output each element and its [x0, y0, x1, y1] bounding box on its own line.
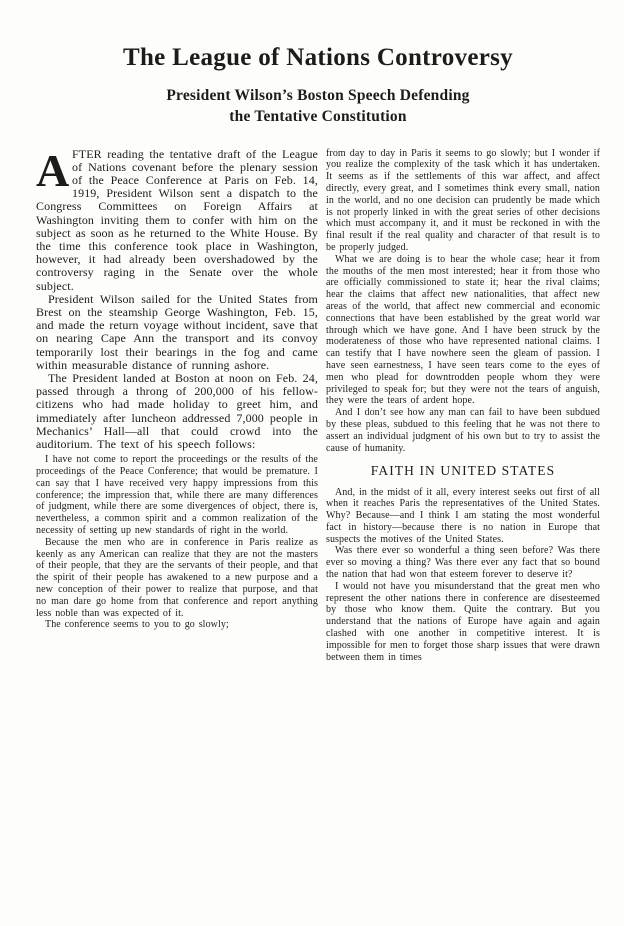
speech-paragraph-8: Was there ever so wonderful a thing seen before? Was there ever so moving a thing? Was there ever any fact that so bound the nation that had won that esteem forever to deserve it?	[325, 545, 600, 581]
speech-paragraph-7: And, in the midst of it all, every interest seeks out first of all when it reaches Paris the representatives of the United States. Why? Because—and I think I am stating the most wonderful fact in history—because there is no nation in Europe that suspects the motives of the United States.	[325, 486, 600, 545]
right-column	[326, 148, 600, 664]
article-subtitle	[36, 86, 600, 128]
speech-paragraph-9: I would not have you misunderstand that the great men who represent the other nations there in conference are disesteemed by those who know them. Quite the contrary. But you understand that the nations of Europe have again and again clashed with one another in competitive interest. It is impossible for men to forget those sharp issues that were drawn between them in times	[325, 580, 600, 663]
intro-paragraph-3: The President landed at Boston at noon on Feb. 24, passed through a throng of 200,000 of his fellow-citizens who had made holiday to greet him, and immediately after luncheon addressed 7,000 people in Mechanics’ Hall—all that could crowd into the auditorium. The text of his speech follows:	[36, 371, 318, 452]
speech-paragraph-6: And I don’t see how any man can fail to have been subdued by these pleas, subdued to this feeling that he was not there to assert an individual judgment of his own but to try to assist the cause of humanity.	[325, 407, 600, 454]
speech-paragraph-2: Because the men who are in conference in Paris realize as keenly as any American can realize that they are not the masters of their people, that they are the servants of their people, and that the spirit of their people has awakened to a new purpose and a new conception of their power to realize that purpose, and that no man dare go home from that conference and report anything less noble than was expected of it.	[36, 536, 318, 619]
intro-paragraph-2: President Wilson sailed for the United States from Brest on the steamship George Washington, Feb. 15, and made the return voyage without incident, save that on nearing Cape Ann the transport and its convoy temporarily lost their bearings in the fog and came within measurable distance of running ashore.	[36, 291, 318, 372]
article-title: The League of Nations Controversy	[123, 44, 513, 71]
section-heading-faith-in-united-states: FAITH IN UNITED STATES	[370, 463, 556, 479]
speech-paragraph-4: from day to day in Paris it seems to go slowly; but I wonder if you realize the complexity of the task which it has undertaken. It seems as if the settlements of this war affect, and affect directly, every great, and I sometimes think every small, nation in the world, and no one decision can prudently be made which is not properly linked in with the great series of other decisions which must accompany it, and it must be reckoned in with the final result if the real quality and character of that result is to be properly judged.	[325, 147, 600, 253]
subtitle-line-2: the Tentative Constitution	[229, 107, 407, 125]
speech-paragraph-5: What we are doing is to hear the whole case; hear it from the mouths of the men most interested; hear it from those who are officially commissioned to state it; hear the rival claims; hear the claims that affect new nationalities, that affect new areas of the world, that affect new commercial and economic connections that have been established by the great world war through which we have gone. And I have been struck by the moderateness of those who have represented national claims. I can testify that I have nowhere seen the gleam of passion. I have seen earnestness, I have seen tears come to the eyes of men who plead for downtrodden people whom they were privileged to speak for; but they were not the tears of anguish, they were the tears of ardent hope.	[325, 253, 600, 407]
intro-paragraph-1	[36, 144, 318, 293]
drop-cap: A	[36, 144, 70, 196]
two-column-body	[36, 144, 600, 664]
speech-paragraph-1: I have not come to report the proceedings or the results of the proceedings of the Peace Conference; that would be premature. I can say that I have received very happy impressions from this conference; the impression that, while there are many differences of judgment, while there are some divergences of object, there is, nevertheless, a common spirit and a common realization of the necessity of setting up new standards of right in the world.	[36, 454, 318, 537]
subtitle-line-1: President Wilson’s Boston Speech Defending	[166, 86, 470, 104]
speech-paragraph-3: The conference seems to you to go slowly;	[45, 619, 229, 631]
intro-paragraph-1-text: FTER reading the tentative draft of the League of Nations covenant before the plenary session of the Peace Conference at Paris on Feb. 14, 1919, President Wilson sent a dispatch to the Congress Committees on Foreign Affairs at Washington inviting them to confer with him on the subject as soon as he returned to the White House. By the time this conference took place in Washington, however, it had already been overshadowed by the controversy raging in the Senate over the whole subject.	[36, 146, 318, 293]
left-column	[36, 144, 318, 664]
